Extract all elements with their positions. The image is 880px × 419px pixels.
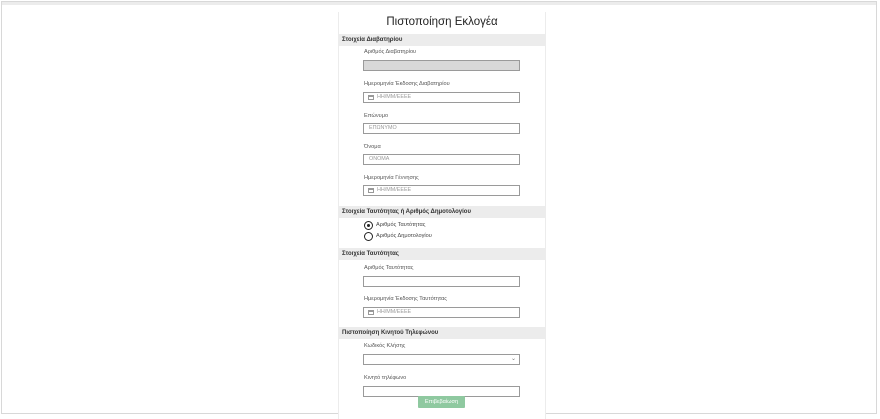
surname-label: Επώνυμο: [364, 113, 389, 119]
birth-date-placeholder: ΗΗ/ΜΜ/ΕΕΕΕ: [377, 187, 412, 193]
radio-button-checked[interactable]: [364, 221, 373, 230]
passport-issue-date-label: Ημερομηνία Έκδοσης Διαβατηρίου: [364, 81, 450, 87]
top-bar: [2, 2, 876, 5]
name-field[interactable]: [363, 154, 520, 165]
name-placeholder: ΟΝΟΜΑ: [369, 156, 390, 162]
section-header-passport: Στοιχεία Διαβατηρίου: [339, 34, 545, 46]
id-issue-date-field[interactable]: [363, 307, 520, 318]
passport-number-label: Αριθμός Διαβατηρίου: [364, 49, 417, 55]
page-frame: [1, 1, 877, 414]
calendar-icon: [368, 310, 374, 315]
country-code-select[interactable]: [363, 354, 520, 365]
passport-number-field[interactable]: [363, 60, 520, 71]
passport-issue-date-field[interactable]: [363, 92, 520, 103]
radio-label-registry-number: Αριθμός Δημοτολογίου: [376, 233, 432, 239]
surname-field[interactable]: [363, 123, 520, 134]
section-header-phone: Πιστοποίηση Κινητού Τηλεφώνου: [339, 327, 545, 339]
section-header-id-or-registry: Στοιχεία Ταυτότητας ή Αριθμός Δημοτολογίου: [339, 206, 545, 218]
id-number-label: Αριθμός Ταυτότητας: [364, 265, 414, 271]
name-label: Όνομα: [364, 144, 381, 150]
surname-placeholder: ΕΠΩΝΥΜΟ: [369, 125, 397, 131]
birth-date-label: Ημερομηνία Γέννησης: [364, 175, 419, 181]
chevron-down-icon: ⌄: [510, 356, 516, 362]
section-header-id-details: Στοιχεία Ταυτότητας: [339, 248, 545, 260]
mobile-label: Κινητό τηλέφωνο: [364, 375, 407, 381]
calendar-icon: [368, 95, 374, 100]
form-title: Πιστοποίηση Εκλογέα: [386, 16, 498, 28]
id-issue-date-label: Ημερομηνία Έκδοσης Ταυτότητας: [364, 296, 447, 302]
radio-label-id-number: Αριθμός Ταυτότητας: [376, 222, 426, 228]
country-code-label: Κωδικός Κλήσης: [364, 343, 406, 349]
passport-issue-date-placeholder: ΗΗ/ΜΜ/ΕΕΕΕ: [377, 94, 412, 100]
id-number-field[interactable]: [363, 276, 520, 287]
birth-date-field[interactable]: [363, 185, 520, 196]
id-issue-date-placeholder: ΗΗ/ΜΜ/ΕΕΕΕ: [377, 309, 412, 315]
calendar-icon: [368, 188, 374, 193]
confirm-button[interactable]: Επιβεβαίωση: [418, 396, 465, 408]
radio-button-unchecked[interactable]: [364, 232, 373, 241]
voter-verification-form: [338, 12, 546, 419]
